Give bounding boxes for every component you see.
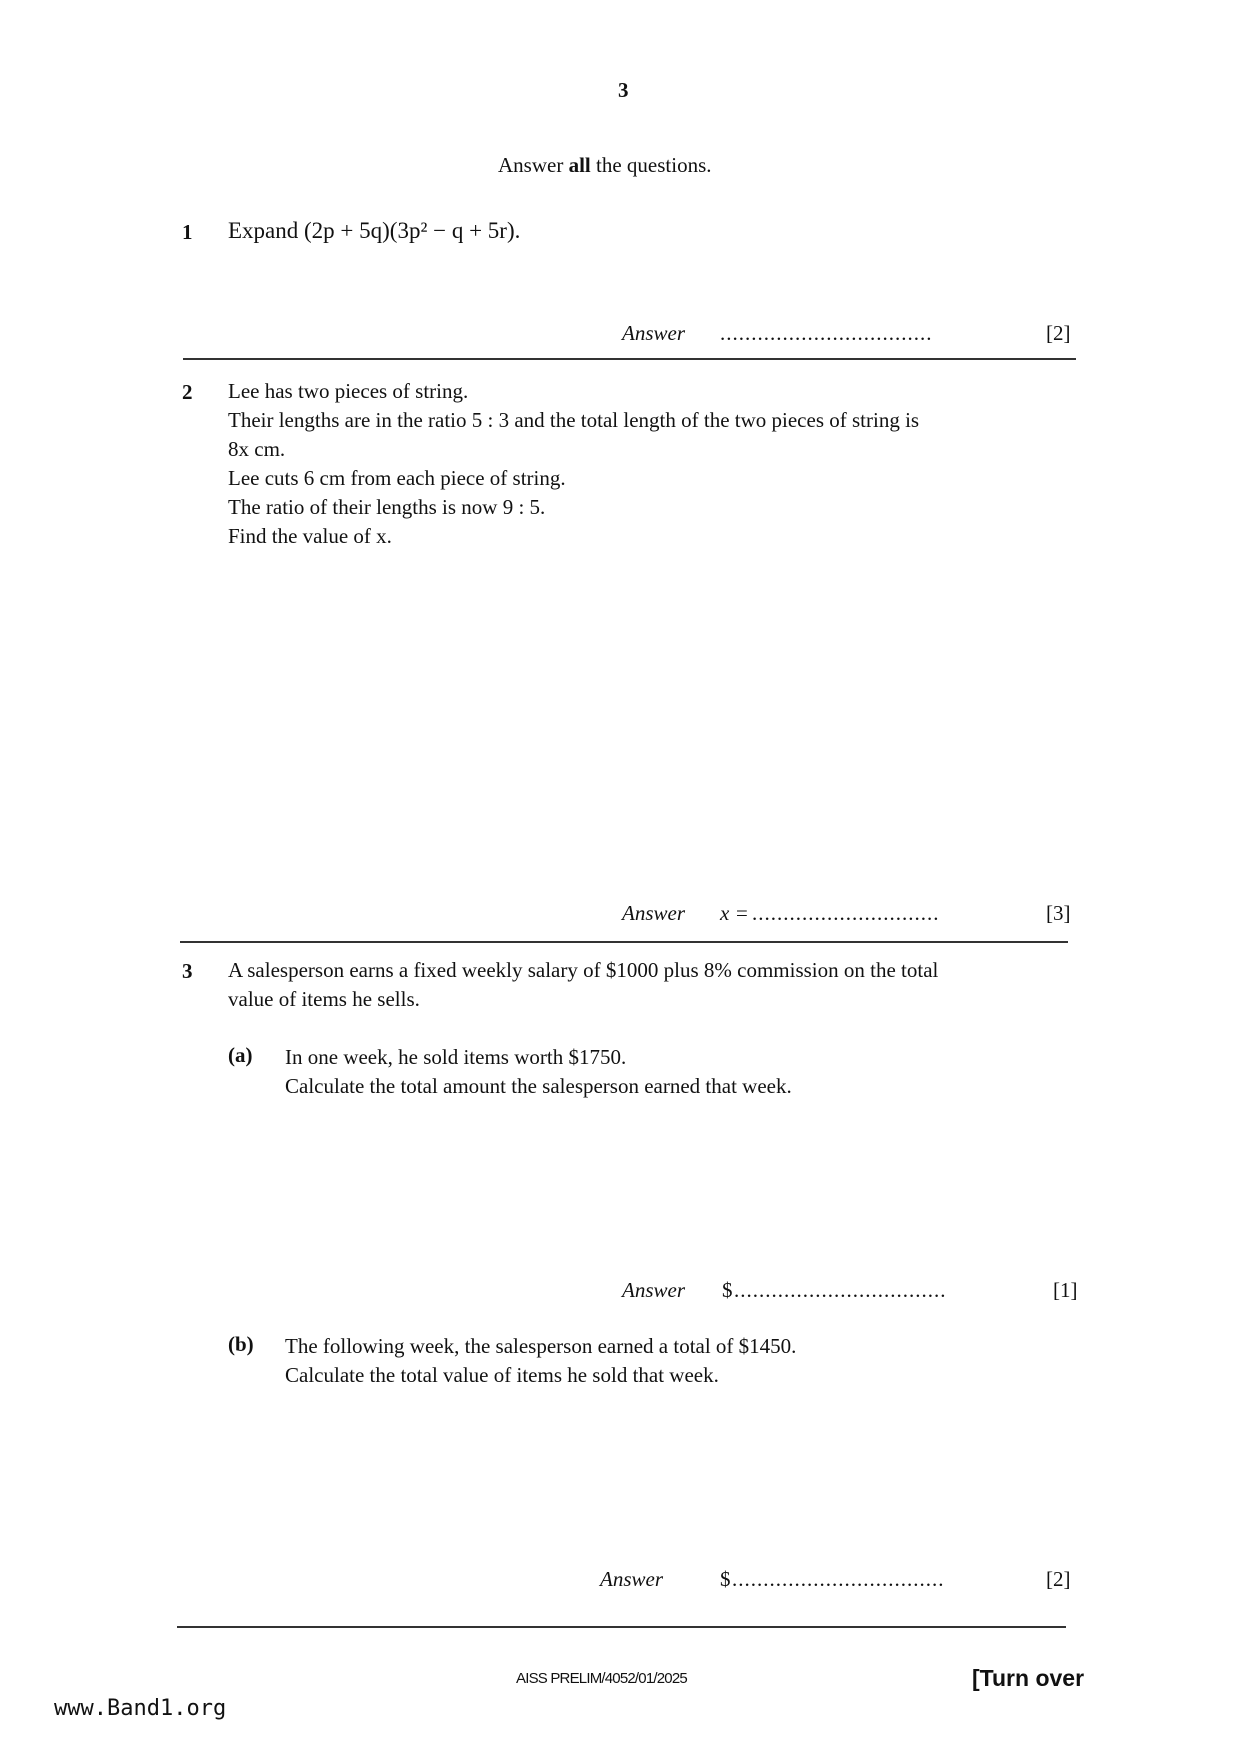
answer-label: Answer [622,1278,685,1302]
divider [180,941,1068,943]
instruction [498,153,712,178]
marks: [1] [1053,1278,1078,1302]
question-line: Their lengths are in the ratio 5 : 3 and the total length of the two pieces of string is [228,408,920,432]
part-label: (b) [228,1332,254,1356]
question-number: 3 [182,959,193,983]
answer-label: Answer [622,321,685,345]
question-number: 1 [182,220,193,244]
answer-field[interactable]: .................................. [720,321,933,345]
instruction-bold: all [568,153,591,177]
question-line: 8x cm. [228,437,286,461]
question-text: Expand (2p + 5q)(3p² − q + 5r). [228,218,521,243]
part-line: Calculate the total amount the salesperson earned that week. [285,1074,792,1098]
turn-over: [Turn over [972,1665,1085,1691]
answer-prefix: x = [720,901,749,925]
question-line: Find the value of x. [228,524,392,548]
part-text [285,1043,792,1101]
watermark: www.Band1.org [54,1696,227,1721]
part-line: The following week, the salesperson earned a total of $1450. [285,1334,797,1358]
question-line: Lee has two pieces of string. [228,379,469,403]
answer-field[interactable]: .................................. [734,1278,947,1302]
part-line: In one week, he sold items worth $1750. [285,1045,627,1069]
answer-prefix: $ [720,1567,731,1591]
question-line: A salesperson earns a fixed weekly salary of $1000 plus 8% commission on the total [228,958,939,982]
question-line: The ratio of their lengths is now 9 : 5. [228,495,546,519]
marks: [2] [1046,321,1071,345]
instruction-pre: Answer [498,153,569,177]
answer-label: Answer [622,901,685,925]
question-number: 2 [182,380,193,404]
divider [177,1626,1066,1628]
marks: [3] [1046,901,1071,925]
marks: [2] [1046,1567,1071,1591]
answer-field[interactable]: .................................. [732,1567,945,1591]
question-line: value of items he sells. [228,987,420,1011]
instruction-post: the questions. [590,153,712,177]
footer-code: AISS PRELIM/4052/01/2025 [516,1670,687,1687]
question-line: Lee cuts 6 cm from each piece of string. [228,466,566,490]
answer-prefix: $ [722,1278,733,1302]
part-text [285,1332,796,1390]
divider [183,358,1076,360]
question-text [228,377,919,551]
answer-label: Answer [600,1567,663,1591]
part-line: Calculate the total value of items he sold that week. [285,1363,719,1387]
page-number: 3 [618,78,629,102]
part-label: (a) [228,1043,253,1067]
answer-field[interactable]: .............................. [752,901,940,925]
question-text [228,956,938,1014]
